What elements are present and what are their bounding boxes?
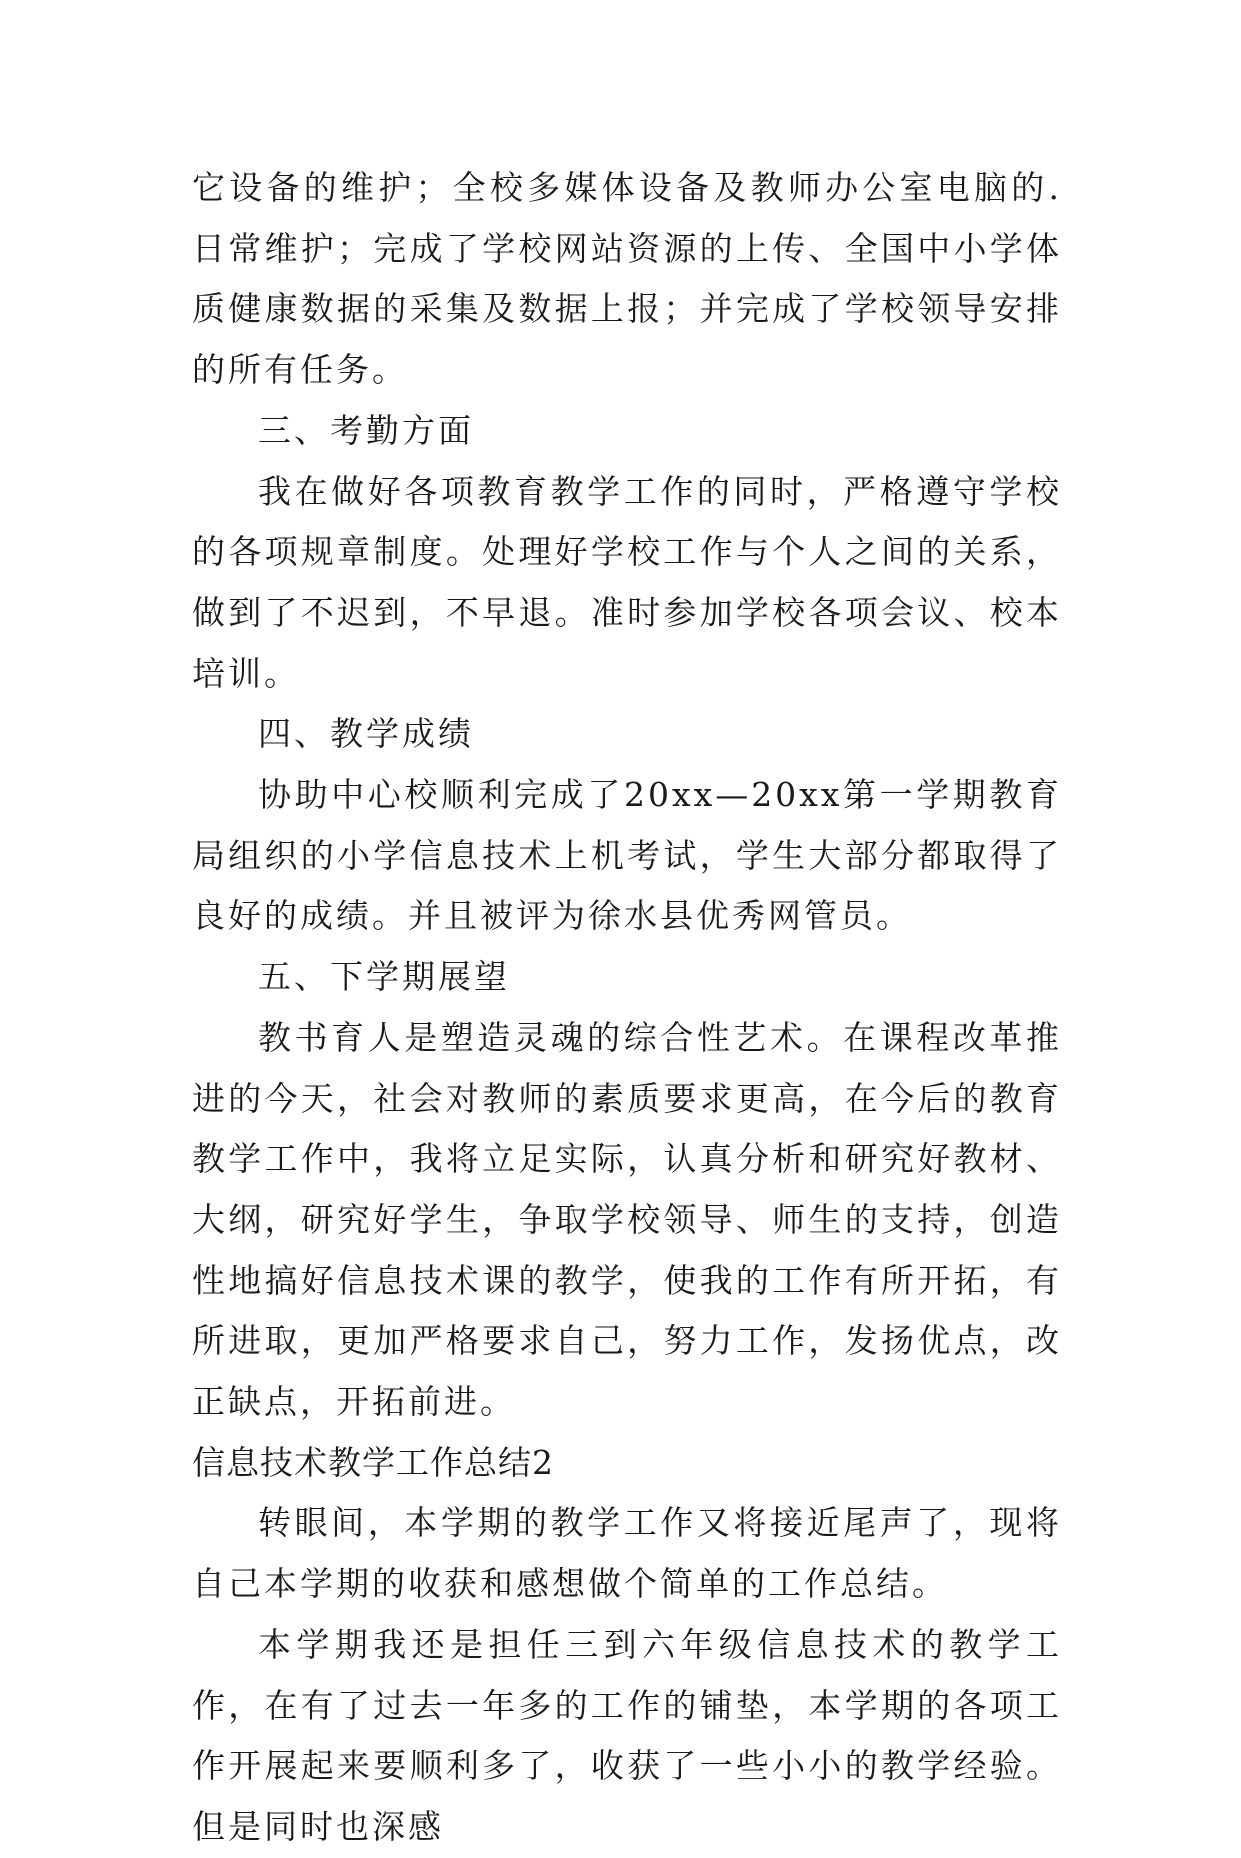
section-heading-outlook: 五、下学期展望 xyxy=(258,957,510,997)
paragraph-body-2: 本学期我还是担任三到六年级信息技术的教学工作，在有了过去一年多的工作的铺垫，本学期的各项工作开展起来要顺利多了，收获了一些小小的教学经验。但是同时也深感 xyxy=(192,1624,1062,1846)
section-heading-results: 四、教学成绩 xyxy=(258,714,474,754)
paragraph-maintenance: 它设备的维护；全校多媒体设备及教师办公室电脑的.日常维护；完成了学校网站资源的上传、全国中小学体质健康数据的采集及数据上报；并完成了学校领导安排的所有任务。 xyxy=(192,168,1062,390)
section-heading-attendance: 三、考勤方面 xyxy=(258,410,474,450)
paragraph-intro-2: 转眼间，本学期的教学工作又将接近尾声了，现将自己本学期的收获和感想做个简单的工作总结。 xyxy=(192,1503,1062,1604)
document-body xyxy=(192,158,1062,1858)
paragraph-outlook: 教书育人是塑造灵魂的综合性艺术。在课程改革推进的今天，社会对教师的素质要求更高，在今后的教育教学工作中，我将立足实际，认真分析和研究好教材、大纲，研究好学生，争取学校领导、师生的支持，创造性地搞好信息技术课的教学，使我的工作有所开拓，有所进取，更加严格要求自己，努力工作，发扬优点，改正缺点，开拓前进。 xyxy=(192,1017,1062,1422)
paragraph-attendance: 我在做好各项教育教学工作的同时，严格遵守学校的各项规章制度。处理好学校工作与个人之间的关系，做到了不迟到，不早退。准时参加学校各项会议、校本培训。 xyxy=(192,471,1062,693)
document-title-2: 信息技术教学工作总结2 xyxy=(192,1442,554,1482)
paragraph-results: 协助中心校顺利完成了20xx—20xx第一学期教育局组织的小学信息技术上机考试，学生大部分都取得了良好的成绩。并且被评为徐水县优秀网管员。 xyxy=(192,775,1062,936)
